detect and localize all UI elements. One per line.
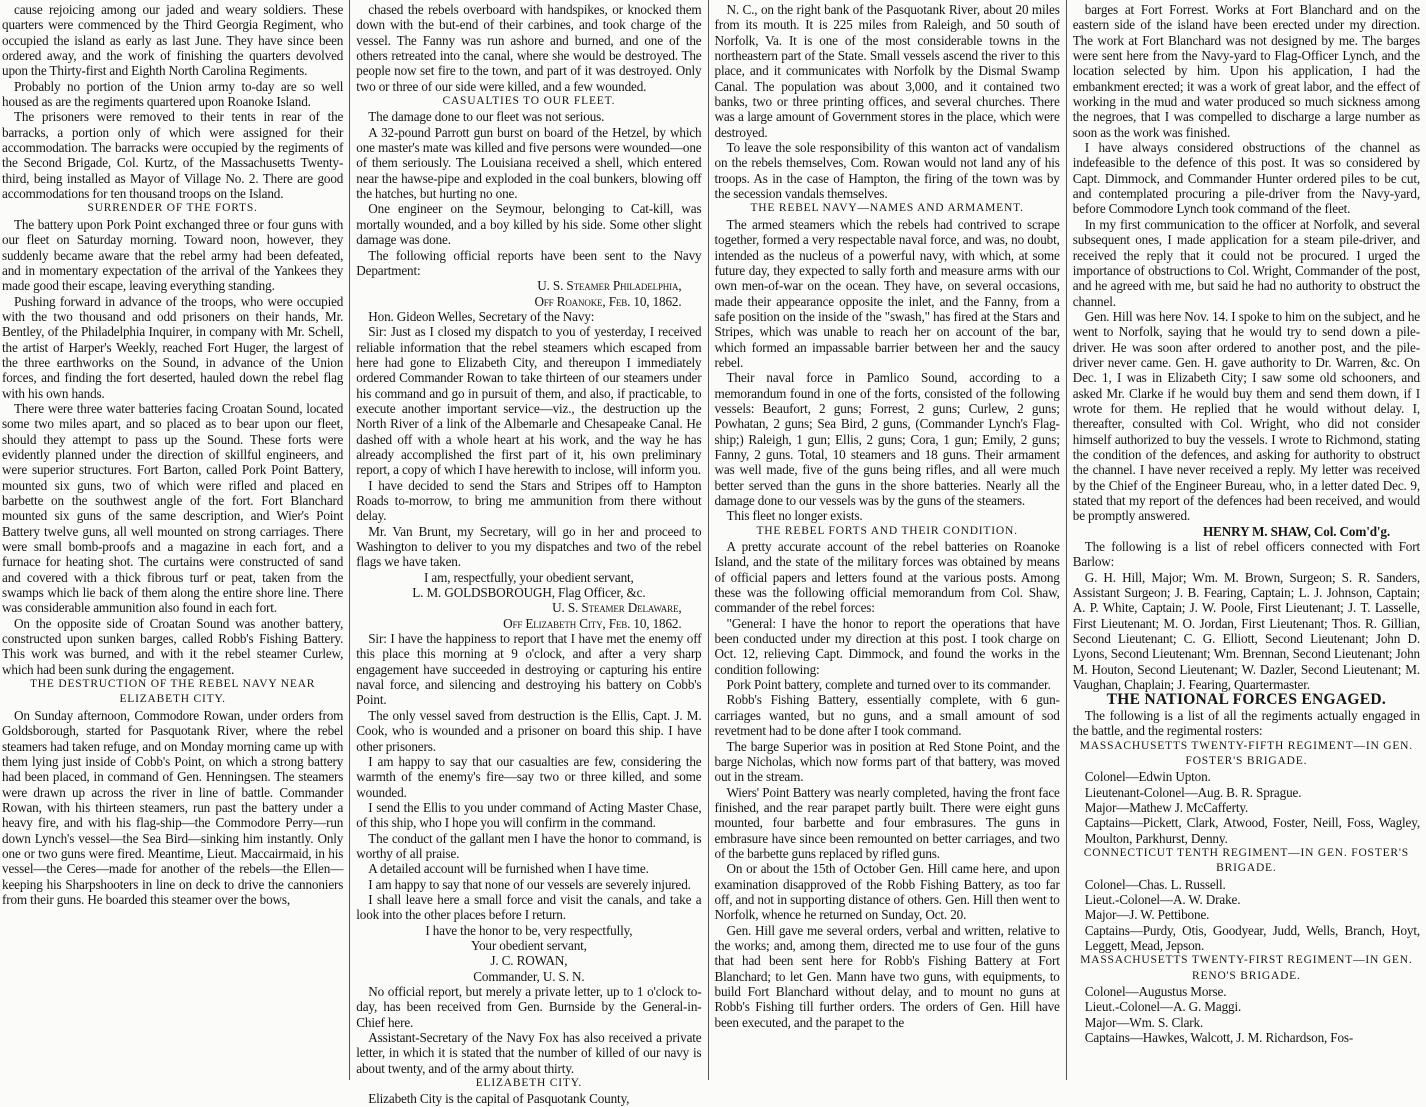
list-line: Major—Wm. S. Clark.	[1084, 1014, 1204, 1030]
dateline: U. S. Steamer Philadelphia,	[537, 278, 682, 294]
paragraph: In my first communication to the officer at Norfolk, and several subsequent ones, I made application for a steam pile-driver, and received the reply that it could not be procured. I urged the importance of obstructions to Col. Wright, Commander of the post, and he agreed with me, but said he had no authority to obstruct the channel.	[1072, 216, 1420, 309]
paragraph: Pushing forward in advance of the troops, who were occupied with the two thousand and odd prisoners on their hands, Mr. Bentley, of the Philadelphia Inquirer, in company with Mr. Schell, the artist of Harper's Weekly, reached Fort Huger, the largest of the three earthworks on the Sound, in advance of the Union forces, and finding the fort deserted, hauled down the rebel flag with his own hands.	[2, 293, 344, 401]
paragraph: N. C., on the right bank of the Pasquotank River, about 20 miles from its mouth. It is 225 miles from Raleigh, and 50 south of Norfolk, Va. It is one of the most considerable towns in the northeastern part of the State. Small vessels ascend the river to this place, and it communicates with Norfolk by the Dismal Swamp Canal. The population was about 3,000, and it contained two banks, two or three printing offices, and several churches. There was a large amount of Government stores in the place, which were destroyed.	[714, 2, 1060, 140]
column-2	[350, 0, 707, 1107]
paragraph: Gen. Hill gave me several orders, verbal and written, relative to the works; and, among them, directed me to use four of the guns that had been sent here for Robb's Fishing Battery at Fort Blanchard; to let Gen. Mann have two guns, with equipments, to build Fort Blanchard without delay, and to mount no guns at Robb's Fishing till further orders. The orders of Gen. Hill have been executed, and the parapet to the	[714, 922, 1060, 1030]
paragraph: cause rejoicing among our jaded and weary soldiers. These quarters were commenced by the Third Georgia Regiment, who occupied the island as early as last June. They have since been ordered away, and the work of finishing the quarters devolved upon the Thirty-first and Eighth North Carolina Regiments.	[2, 2, 344, 79]
column-1	[0, 0, 349, 1080]
closing-line: I have the honor to be, very respectfully,	[425, 922, 633, 938]
paragraph: A pretty accurate account of the rebel batteries on Roanoke Island, and the state of the military forces was obtained by means of official papers and letters found at the various posts. Among these was the following official memorandum from Col. Shaw, commander of the rebel forces:	[714, 539, 1060, 616]
closing-line: Your obedient servant,	[470, 937, 587, 953]
list-line: Hon. Gideon Welles, Secretary of the Navy:	[368, 308, 595, 324]
dateline: Off Elizabeth City, Feb. 10, 1862.	[503, 615, 682, 631]
list-line: Lieut.-Colonel—A. W. Drake.	[1084, 891, 1241, 907]
section-heading: THE REBEL FORTS AND THEIR CONDITION.	[756, 524, 1018, 537]
paragraph: Pork Point battery, complete and turned over to its commander.	[726, 677, 1051, 693]
paragraph: The following is a list of rebel officers connected with Fort Barlow:	[1072, 539, 1420, 570]
paragraph: Sir: I have the happiness to report that I have met the enemy off this place this morning at 9 o'clock, and after a very sharp engagement have succeeded in destroying or capturing his entire naval force, and silencing and destroying his battery on Cobb's Point.	[356, 631, 702, 708]
paragraph: Wiers' Point Battery was nearly completed, having the front face finished, and the rear parapet partly built. There were eight guns mounted, four barbette and four embrasures. The guns in embrasure have since been remounted on better carriages, and two of the barbette guns replaced by rifled guns.	[714, 784, 1060, 861]
paragraph: The battery upon Pork Point exchanged three or four guns with our fleet on Saturday morning. Toward noon, however, they suddenly became aware that the rebel army had been defeated, and in momentary expectation of the arrival of the Yankees they made good their escape, leaving everything standing.	[2, 216, 344, 294]
list-line: Colonel—Chas. L. Russell.	[1084, 876, 1226, 892]
paragraph: One engineer on the Seymour, belonging to Cat-kill, was mortally wounded, and a boy killed by his side. Some other slight damage was done.	[356, 201, 702, 248]
column-3	[709, 0, 1066, 1080]
paragraph: A 32-pound Parrott gun burst on board of the Hetzel, by which one master's mate was killed and five persons were wounded—one of them seriously. The Louisiana received a shell, which entered near the hawse-pipe and exploded in the coal bunkers, blowing off the hatches, but hurting no one.	[356, 124, 702, 202]
paragraph: Their naval force in Pamlico Sound, according to a memorandum found in one of the forts, consisted of the following vessels: Beaufort, 2 guns; Forrest, 2 guns; Curlew, 2 guns; Powhatan, 2 guns; Sea Bird, 2 guns, (Commander Lynch's Flag-ship;) Raleigh, 1 gun; Ellis, 2 guns; Cora, 1 gun; Emily, 2 guns; Fanny, 2 guns. Total, 10 steamers and 18 guns. Their armament was well made, five of the guns being rifles, and all were much better served than the guns in the shore batteries. Nearly all the damage done to our vessels was by the guns of the steamers.	[714, 370, 1060, 508]
closing-line: L. M. GOLDSBOROUGH, Flag Officer, &c.	[412, 585, 646, 601]
paragraph: The barge Superior was in position at Red Stone Point, and the barge Nicholas, which now forms part of that battery, was moved out in the stream.	[714, 738, 1060, 785]
paragraph: I send the Ellis to you under command of Acting Master Chase, of this ship, who I hope you will confirm in the command.	[356, 799, 702, 831]
paragraph: chased the rebels overboard with handspikes, or knocked them down with the but-end of their carbines, and took charge of the vessel. The Fanny was run ashore and burned, and one of the others retreated into the canal, where she would be destroyed. The people now set fire to the town, and part of it was destroyed. Only two or three of our side were killed, and a few wounded.	[356, 2, 702, 94]
paragraph: A detailed account will be furnished when I have time.	[368, 861, 649, 877]
list-line: Captains—Pickett, Clark, Atwood, Foster, Neill, Foss, Wagley, Moulton, Parkhurst, Denny.	[1084, 815, 1420, 846]
paragraph: Mr. Van Brunt, my Secretary, will go in her and proceed to Washington to deliver to you my dispatches and two of the rebel flags we have taken.	[356, 523, 702, 570]
paragraph: I am happy to say that none of our vessels are severely injured.	[368, 876, 691, 892]
dateline: Off Roanoke, Feb. 10, 1862.	[534, 293, 682, 309]
signature-line: HENRY M. SHAW, Col. Com'd'g.	[1202, 523, 1390, 539]
paragraph: On Sunday afternoon, Commodore Rowan, under orders from Goldsborough, started for Pasquotank River, where the rebel steamers had taken refuge, and on Monday morning came up with them lying just inside of Cobb's Point, on which a strong battery had been placed, in command of Gen. Henningsen. The steamers were drawn up across the river in line of battle. Commander Rowan, with his thirteen steamers, run past the battery under a heavy fire, and with his flag-ship—the Commodore Perry—run down Lynch's vessel—the Sea Bird—sinking him instantly. Only one or two guns were fired. Meantime, Lieut. Maccairmaid, in his vessel—the Ceres—made for another of the rebels—the Ellen—keeping his Sharpshooters in line on deck to drive the cannoniers from their guns. He boarded this steamer over the bows,	[2, 707, 344, 907]
closing-line: I am, respectfully, your obedient servant,	[424, 569, 634, 585]
paragraph: Probably no portion of the Union army to-day are so well housed as are the regiments quartered upon Roanoke Island.	[2, 78, 344, 110]
paragraph: The only vessel saved from destruction is the Ellis, Capt. J. M. Cook, who is wounded and a prisoner on board this ship. I have other prisoners.	[356, 707, 702, 754]
section-heading: CONNECTICUT TENTH REGIMENT—IN GEN. FOSTER'S BRIGADE.	[1083, 846, 1409, 875]
paragraph: Assistant-Secretary of the Navy Fox has also received a private letter, in which it is stated that the number of killed of our navy is about twenty, and of the army about thirty.	[356, 1030, 702, 1076]
major-heading: THE NATIONAL FORCES ENGAGED.	[1106, 691, 1387, 709]
paragraph: Sir: Just as I closed my dispatch to you of yesterday, I received reliable information that the rebel steamers which escaped from here had gone to Elizabeth City, and thereupon I immediately ordered Commander Rowan to take thirteen of our steamers under his command and go in pursuit of them, and also, if practicable, to execute another important service—viz., the destruction up the North River of a link of the Albemarle and Chesapeake Canal. He dashed off with a whole heart at his work, and the way he has already accomplished the first part of it, his own preliminary report, a copy of which I have herewith to inclose, will inform you.	[356, 324, 702, 478]
paragraph: On or about the 15th of October Gen. Hill came here, and upon examination disapproved of the Robb Fishing Battery, as too far off, and not in supporting distance of others. Gen. Hill then went to Norfolk, whence he returned on Sunday, Oct. 20.	[714, 861, 1060, 923]
dateline: U. S. Steamer Delaware,	[552, 600, 682, 616]
paragraph: The following is a list of all the regiments actually engaged in the battle, and the regimental rosters:	[1072, 707, 1420, 739]
section-heading: THE REBEL NAVY—NAMES AND ARMAMENT.	[750, 202, 1024, 215]
paragraph: No official report, but merely a private letter, up to 1 o'clock to-day, has been received from Gen. Burnside by the General-in-Chief here.	[356, 984, 702, 1030]
paragraph: The following official reports have been sent to the Navy Department:	[356, 247, 702, 278]
paragraph: G. H. Hill, Major; Wm. M. Brown, Surgeon; S. R. Sanders, Assistant Surgeon; J. B. Fearing, Captain; L. J. Johnson, Captain; A. P. White, Captain; J. W. Poole, First Lieutenant; J. T. Lasselle, First Lieutenant; M. O. Jordan, First Lieutenant; Thos. R. Gillian, Second Lieutenant; C. G. Elliott, Second Lieutenant; John D. Lyons, Second Lieutenant; Wm. Brennan, Second Lieutenant; John M. Houton, Second Lieutenant; W. Dazler, Second Lieutenant; M. Vaughan, Chaplain; J. Fearing, Quartermaster.	[1072, 569, 1420, 693]
paragraph: barges at Fort Forrest. Works at Fort Blanchard and on the eastern side of the island have been erected under my direction. The work at Fort Blanchard was not designed by me. The barges were sent here from the Navy-yard to Flag-Officer Lynch, and the location selected by him. Upon his application, I had the embankment erected; it was a work of great labor, and the effect of working in the mud and water produced so much sickness among the negroes, that I was compelled to discharge a large number as soon as the work was finished.	[1072, 2, 1420, 140]
list-line: Colonel—Edwin Upton.	[1084, 769, 1211, 785]
column-4	[1067, 0, 1426, 1080]
paragraph: "General: I have the honor to report the operations that have been conducted under my direction at this post. I took charge on Oct. 12, relieving Capt. Dimmock, and found the works in the condition following:	[714, 615, 1060, 677]
section-heading: MASSACHUSETTS TWENTY-FIRST REGIMENT—IN GEN. RENO'S BRIGADE.	[1080, 954, 1413, 982]
paragraph: Elizabeth City is the capital of Pasquotank County,	[368, 1091, 630, 1107]
section-heading: THE DESTRUCTION OF THE REBEL NAVY NEAR ELIZABETH CITY.	[29, 678, 316, 706]
paragraph: To leave the sole responsibility of this wanton act of vandalism on the rebels themselves, Com. Rowan would not land any of his troops. As in the case of Hampton, the firing of the town was by the secession vandals themselves.	[714, 140, 1060, 202]
list-line: Captains—Purdy, Otis, Goodyear, Judd, Wells, Branch, Hoyt, Leggett, Mead, Jepson.	[1084, 922, 1420, 953]
closing-line: Commander, U. S. N.	[473, 968, 585, 984]
paragraph: I have decided to send the Stars and Stripes off to Hampton Roads to-morrow, to bring me ammunition from there without delay.	[356, 477, 702, 524]
closing-line: J. C. ROWAN,	[490, 953, 568, 969]
section-heading: MASSACHUSETTS TWENTY-FIFTH REGIMENT—IN GEN. FOSTER'S BRIGADE.	[1079, 739, 1413, 767]
paragraph: The damage done to our fleet was not serious.	[368, 109, 605, 125]
list-line: Lieut.-Colonel—A. G. Maggi.	[1084, 999, 1242, 1015]
paragraph: The conduct of the gallant men I have the honor to command, is worthy of all praise.	[356, 830, 702, 861]
list-line: Major—J. W. Pettibone.	[1084, 907, 1210, 923]
paragraph: Gen. Hill was here Nov. 14. I spoke to him on the subject, and he went to Norfolk, saying that he would try to send down a pile-driver. He was soon after ordered to another post, and the pile-driver never came. Gen. H. gave authority to Dr. Warren, &c. On Dec. 1, I was in Elizabeth City; I saw some old schooners, and asked Mr. Clarke if he would buy them and send them down, if I wrote for them. He replied that he would without delay. I, thereafter, consulted with Col. Wright, who did not consider himself authorized to buy the vessels. I wrote to Richmond, stating the condition of the defences, and asking for authority to obstruct the channel. I have never received a reply. My letter was received by the Chief of the Engineer Bureau, who, in a letter dated Dec. 9, stated that my report of the defences had been received, and would be promptly answered.	[1072, 308, 1420, 524]
paragraph: I am happy to say that our casualties are few, considering the warmth of the enemy's fire—say two or three killed, and some wounded.	[356, 753, 702, 800]
section-heading: ELIZABETH CITY.	[475, 1077, 583, 1090]
paragraph: I shall leave here a small force and visit the canals, and take a look into the other places before I return.	[356, 891, 702, 923]
paragraph: On the opposite side of Croatan Sound was another battery, constructed upon sunken barges, called Robb's Fishing Battery. This work was burned, and with it the rebel steamer Curlew, which had been sunk during the engagement.	[2, 615, 344, 677]
paragraph: The prisoners were removed to their tents in rear of the barracks, a portion only of which were assigned for their accommodation. The barracks were occupied by the regiments of the Second Brigade, Col. Kurtz, of the Massachusetts Twenty-third, being installed as Mayor of Village No. 2. There are good accommodations for ten thousand troops on the Island.	[2, 109, 344, 202]
paragraph: Robb's Fishing Battery, essentially complete, with 6 gun-carriages wanted, but no guns, and a small amount of sod revetment had to be done after I took command.	[714, 692, 1060, 739]
paragraph: I have always considered obstructions of the channel as indefeasible to the defence of this post. It was so considered by Capt. Dimmock, and Commander Hunter ordered piles to be cut, and contemplated procuring a pile-driver from the Navy-yard, before Commodore Lynch took command of the fleet.	[1072, 140, 1420, 217]
list-line: Major—Mathew J. McCafferty.	[1084, 799, 1249, 815]
paragraph: The armed steamers which the rebels had contrived to scrape together, formed a very respectable naval force, and was, no doubt, intended as the nucleus of a powerful navy, with which, at some future day, they expected to sally forth and measure arms with our own men-of-war on the ocean. They have, on several occasions, made their appearance opposite the inlet, and the Fanny, from a safe position on the inside of the "swash," has fired at the Stars and Stripes, which was unable to reach her on account of the bar, which formed an impassable barrier between her and the saucy rebel.	[714, 216, 1060, 370]
list-line: Colonel—Augustus Morse.	[1084, 984, 1227, 999]
list-line: Captains—Hawkes, Walcott, J. M. Richardson, Fos-	[1084, 1030, 1354, 1046]
list-line: Lieutenant-Colonel—Aug. B. R. Sprague.	[1084, 784, 1302, 800]
paragraph: There were three water batteries facing Croatan Sound, located some two miles apart, and so placed as to bear upon our fleet, should they attempt to pass up the Sound. These forts were evidently planned under the direction of skillful engineers, and were superior structures. Fort Barton, called Pork Point Battery, mounted six guns, two of which were rifled and placed en barbette on the southwest angle of the fort. Fort Blanchard mounted six guns of the same description, and Wier's Point Battery twelve guns, all well mounted on strong carriages. There were small bomb-proofs and a magazine in each fort, and a furnace for heating shot. The curtains were constructed of sand and covered with a thick fibrous turf or peat, taken from the swamps which lie back of them along the entire shore line. There was considerable ammunition also found in each fort.	[2, 400, 344, 616]
section-heading: SURRENDER OF THE FORTS.	[87, 202, 258, 215]
section-heading: CASUALTIES TO OUR FLEET.	[442, 95, 616, 108]
paragraph: This fleet no longer exists.	[726, 508, 863, 524]
